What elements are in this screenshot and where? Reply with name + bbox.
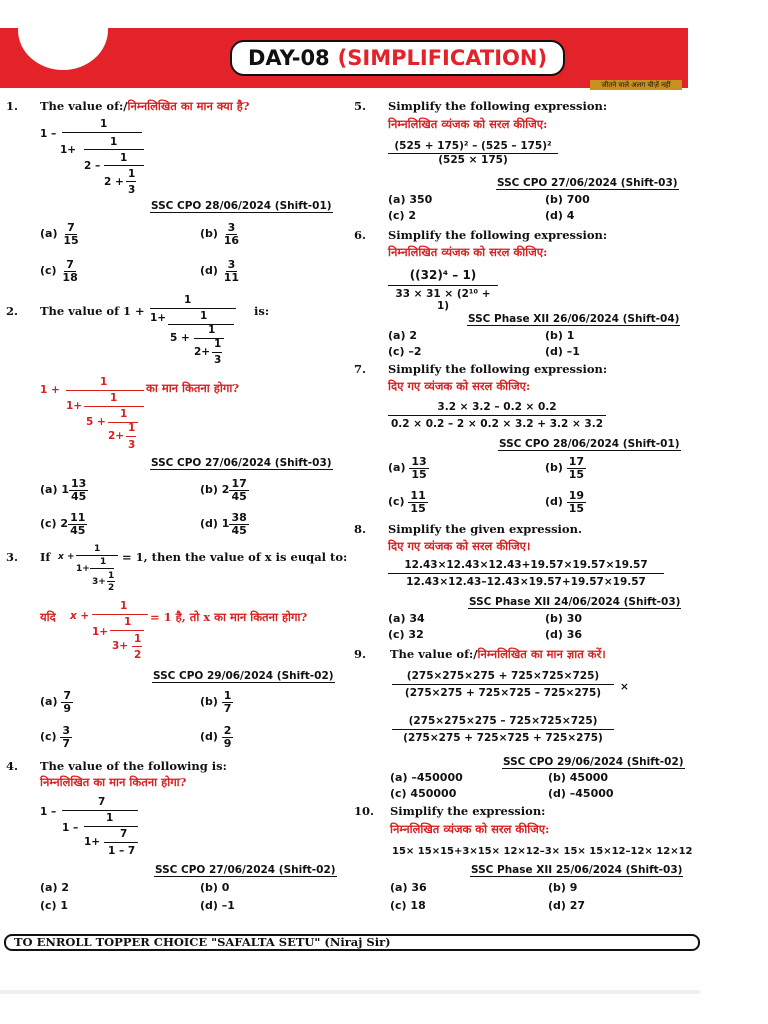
q4-expression: 1 – 7 1 – 1 1+ 7 1 – 7 bbox=[40, 796, 140, 860]
q5-expr-den: (525 × 175) bbox=[438, 154, 508, 166]
q5-expr-num: (525 + 175)² – (525 – 175)² bbox=[388, 140, 558, 154]
q1-expr-h: 1 bbox=[128, 168, 136, 180]
q6-number: 6. bbox=[354, 228, 367, 242]
q7-expression bbox=[388, 401, 606, 430]
q1-prompt bbox=[40, 99, 250, 114]
bottom-divider bbox=[0, 990, 700, 994]
q10-source: SSC Phase XII 25/06/2024 (Shift-03) bbox=[471, 864, 683, 876]
q7-option-d[interactable]: (d) $\frac{19}{15}$ bbox=[545, 489, 585, 515]
q8-expr-num: 12.43×12.43×12.43+19.57×19.57×19.57 bbox=[388, 559, 664, 574]
q3-number: 3. bbox=[6, 550, 19, 564]
q3-expression: x + 1 1+ 1 3+ 1 2 bbox=[58, 544, 120, 596]
q7-option-b[interactable]: (b) $\frac{17}{15}$ bbox=[545, 455, 585, 481]
q6-option-a[interactable]: (a) 2 bbox=[388, 329, 417, 342]
q1-text-en: The value of:/ bbox=[40, 99, 128, 113]
q2-option-a[interactable]: (a) 1 $\frac{13}{45}$ bbox=[40, 477, 87, 503]
q1-option-a[interactable]: (a) $\frac{7}{15}$ bbox=[40, 221, 79, 247]
q9-f1-num: (275×275×275 + 725×725×725) bbox=[392, 670, 614, 685]
q1-expr-c: 1+ bbox=[60, 144, 77, 156]
q6-text-hi: निम्नलिखित व्यंजक को सरल कीजिए: bbox=[388, 245, 548, 259]
watermark-strip: जीतने वाले अलग चीज़ें नहीं bbox=[590, 80, 682, 90]
q4-option-d[interactable]: (d) –1 bbox=[200, 899, 235, 912]
footer-text: TO ENROLL TOPPER CHOICE "SAFALTA SETU" (Niraj Sir) bbox=[14, 935, 391, 949]
q7-expr-num: 3.2 × 3.2 – 0.2 × 0.2 bbox=[388, 401, 606, 416]
q7-number: 7. bbox=[354, 362, 367, 376]
q7-source: SSC CPO 28/06/2024 (Shift-01) bbox=[499, 438, 680, 450]
q10-option-a[interactable]: (a) 36 bbox=[390, 881, 427, 894]
q7-text-hi: दिए गए व्यंजक को सरल कीजिए: bbox=[388, 379, 531, 393]
q1-number: 1. bbox=[6, 99, 19, 113]
q9-fraction-2 bbox=[392, 715, 614, 744]
q10-option-c[interactable]: (c) 18 bbox=[390, 899, 426, 912]
q8-option-a[interactable]: (a) 34 bbox=[388, 612, 425, 625]
q1-text-hi: निम्नलिखित का मान क्या है? bbox=[127, 99, 250, 113]
q2-hi-suffix: का मान कितना होगा? bbox=[146, 381, 240, 395]
q5-expression bbox=[388, 140, 558, 166]
footer-banner bbox=[4, 934, 700, 951]
q9-source: SSC CPO 29/06/2024 (Shift-02) bbox=[503, 756, 684, 768]
q1-source: SSC CPO 28/06/2024 (Shift-01) bbox=[151, 200, 332, 212]
q6-source: SSC Phase XII 26/06/2024 (Shift-04) bbox=[468, 313, 680, 325]
q9-f2-num: (275×275×275 – 725×725×725) bbox=[392, 715, 614, 730]
q6-option-b[interactable]: (b) 1 bbox=[545, 329, 575, 342]
q9-text-hi: निम्नलिखित का मान ज्ञात करें। bbox=[477, 647, 606, 661]
q8-text-hi: दिए गए व्यंजक को सरल कीजिए। bbox=[388, 539, 531, 553]
q9-option-d[interactable]: (d) –45000 bbox=[548, 787, 614, 800]
q8-expr-den: 12.43×12.43–12.43×19.57+19.57×19.57 bbox=[406, 576, 646, 588]
page-title bbox=[230, 40, 565, 76]
q6-expr-den: 33 × 31 × (2¹⁰ + 1) bbox=[395, 288, 491, 312]
q7-text-en: Simplify the following expression: bbox=[388, 362, 608, 376]
q5-text-hi: निम्नलिखित व्यंजक को सरल कीजिए: bbox=[388, 117, 548, 131]
q4-text-hi: निम्नलिखित का मान कितना होगा? bbox=[40, 775, 187, 789]
q2-option-b[interactable]: (b) 2 $\frac{17}{45}$ bbox=[200, 477, 247, 503]
q3-prefix: If bbox=[40, 550, 51, 564]
q10-expression: 15× 15×15+3×15× 12×12–3× 15× 15×12–12× 12×12 bbox=[392, 846, 693, 857]
q3-option-c[interactable]: (c) $\frac{3}{7}$ bbox=[40, 724, 71, 750]
q4-number: 4. bbox=[6, 759, 19, 773]
q2-option-d[interactable]: (d) 1 $\frac{38}{45}$ bbox=[200, 511, 247, 537]
q3-hi-prefix: यदि bbox=[40, 610, 56, 624]
q4-source: SSC CPO 27/06/2024 (Shift-02) bbox=[155, 864, 336, 876]
q10-number: 10. bbox=[354, 804, 375, 818]
q1-expr-d: 1 bbox=[110, 136, 118, 148]
q3-suffix: = 1, then the value of x is euqal to: bbox=[122, 550, 348, 564]
q7-option-c[interactable]: (c) $\frac{11}{15}$ bbox=[388, 489, 426, 515]
q8-source: SSC Phase XII 24/06/2024 (Shift-03) bbox=[469, 596, 681, 608]
q1-expr-i: 3 bbox=[128, 184, 136, 196]
q2-hi-expression: 1 + 1 1+ 1 5 + 1 2+ 1 3 bbox=[40, 376, 150, 456]
q6-expression bbox=[388, 268, 498, 312]
q1-option-c[interactable]: (c) $\frac{7}{18}$ bbox=[40, 258, 78, 284]
q3-hi-expression: x + 1 1+ 1 3+ 1 2 bbox=[70, 600, 150, 668]
q5-text-en: Simplify the following expression: bbox=[388, 99, 608, 113]
q10-option-b[interactable]: (b) 9 bbox=[548, 881, 578, 894]
title-day: DAY-08 bbox=[247, 46, 330, 70]
q3-source: SSC CPO 29/06/2024 (Shift-02) bbox=[153, 670, 334, 682]
q7-expr-den: 0.2 × 0.2 – 2 × 0.2 × 3.2 + 3.2 × 3.2 bbox=[390, 418, 603, 430]
q9-f2-den: (275×275 + 725×725 + 725×275) bbox=[403, 732, 603, 744]
q2-option-c[interactable]: (c) 2 $\frac{11}{45}$ bbox=[40, 511, 86, 537]
q4-text-en: The value of the following is: bbox=[40, 759, 227, 773]
q1-expr-a: 1 – bbox=[40, 128, 57, 140]
q5-option-c[interactable]: (c) 2 bbox=[388, 209, 417, 222]
q5-source: SSC CPO 27/06/2024 (Shift-03) bbox=[497, 177, 678, 189]
q5-number: 5. bbox=[354, 99, 367, 113]
q6-option-d[interactable]: (d) –1 bbox=[545, 345, 580, 358]
q3-hi-suffix: = 1 है, तो x का मान कितना होगा? bbox=[150, 610, 308, 624]
q8-expression bbox=[388, 559, 664, 588]
q8-option-d[interactable]: (d) 36 bbox=[545, 628, 583, 641]
q4-option-b[interactable]: (b) 0 bbox=[200, 881, 230, 894]
q8-number: 8. bbox=[354, 522, 367, 536]
q3-option-b[interactable]: (b) $\frac{1}{7}$ bbox=[200, 689, 232, 715]
q9-times: × bbox=[620, 681, 629, 693]
q8-text-en: Simplify the given expression. bbox=[388, 522, 582, 536]
q2-prefix: The value of 1 + bbox=[40, 304, 145, 318]
q1-expr-e: 2 – bbox=[84, 160, 101, 172]
q3-option-d[interactable]: (d) $\frac{2}{9}$ bbox=[200, 724, 232, 750]
q2-expression: 1 1+ 1 5 + 1 2+ 1 3 bbox=[150, 294, 250, 372]
q1-expr-b: 1 bbox=[100, 118, 108, 130]
q5-option-b[interactable]: (b) 700 bbox=[545, 193, 590, 206]
q5-option-a[interactable]: (a) 350 bbox=[388, 193, 433, 206]
q2-suffix: is: bbox=[254, 304, 270, 318]
q1-expr-f: 1 bbox=[120, 152, 128, 164]
q7-option-a[interactable]: (a) $\frac{13}{15}$ bbox=[388, 455, 427, 481]
q9-option-b[interactable]: (b) 45000 bbox=[548, 771, 609, 784]
q5-option-d[interactable]: (d) 4 bbox=[545, 209, 575, 222]
q9-fraction-1 bbox=[392, 670, 614, 699]
q6-expr-num: ((32)⁴ – 1) bbox=[388, 268, 498, 286]
q2-number: 2. bbox=[6, 304, 19, 318]
q1-option-d[interactable]: (d) $\frac{3}{11}$ bbox=[200, 258, 240, 284]
q10-text-hi: निम्नलिखित व्यंजक को सरल कीजिए: bbox=[390, 822, 550, 836]
q6-text-en: Simplify the following expression: bbox=[388, 228, 608, 242]
q1-expr-g: 2 + bbox=[104, 176, 124, 188]
q10-text-en: Simplify the expression: bbox=[390, 804, 546, 818]
q2-source: SSC CPO 27/06/2024 (Shift-03) bbox=[151, 457, 332, 469]
q8-option-b[interactable]: (b) 30 bbox=[545, 612, 583, 625]
q4-option-c[interactable]: (c) 1 bbox=[40, 899, 69, 912]
q9-option-c[interactable]: (c) 450000 bbox=[390, 787, 457, 800]
q9-prompt bbox=[390, 647, 606, 662]
q9-f1-den: (275×275 + 725×725 – 725×275) bbox=[404, 687, 602, 699]
q4-option-a[interactable]: (a) 2 bbox=[40, 881, 69, 894]
q8-option-c[interactable]: (c) 32 bbox=[388, 628, 424, 641]
title-topic: (SIMPLIFICATION) bbox=[337, 46, 548, 70]
q9-text-en: The value of:/ bbox=[390, 647, 478, 661]
q3-option-a[interactable]: (a) $\frac{7}{9}$ bbox=[40, 689, 71, 715]
q9-number: 9. bbox=[354, 647, 367, 661]
q10-option-d[interactable]: (d) 27 bbox=[548, 899, 586, 912]
q1-expression bbox=[40, 118, 150, 200]
q6-option-c[interactable]: (c) –2 bbox=[388, 345, 422, 358]
q1-option-b[interactable]: (b) $\frac{3}{16}$ bbox=[200, 221, 240, 247]
q9-option-a[interactable]: (a) –450000 bbox=[390, 771, 463, 784]
